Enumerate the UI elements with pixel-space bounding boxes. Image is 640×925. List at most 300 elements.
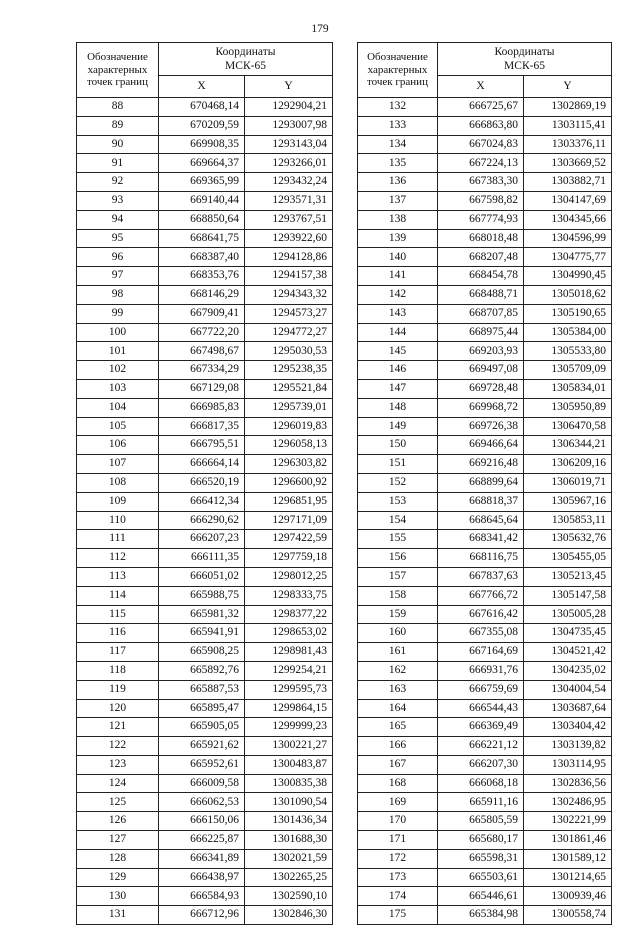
point-number: 146 [358,361,438,380]
x-value: 665446,61 [438,887,524,906]
table-row [77,661,333,680]
table-row [77,511,333,530]
x-value: 668146,29 [159,285,245,304]
y-header: Y [245,76,333,98]
x-value: 666062,53 [159,793,245,812]
point-number: 132 [358,98,438,117]
x-value: 666712,96 [159,906,245,925]
x-value: 666369,49 [438,718,524,737]
x-value: 666725,67 [438,98,524,117]
y-value: 1302486,95 [524,793,612,812]
table-row [77,116,333,135]
table-row [358,285,612,304]
table-row [77,755,333,774]
point-number: 101 [77,342,159,361]
table-row [77,718,333,737]
point-number: 113 [77,567,159,586]
x-value: 666863,80 [438,116,524,135]
table-row [77,492,333,511]
x-value: 666051,02 [159,567,245,586]
x-value: 666068,18 [438,774,524,793]
point-number: 95 [77,229,159,248]
point-number: 158 [358,586,438,605]
x-value: 667224,13 [438,154,524,173]
y-value: 1299595,73 [245,680,333,699]
point-number: 159 [358,605,438,624]
point-number: 165 [358,718,438,737]
point-number: 98 [77,285,159,304]
table-row [77,605,333,624]
x-value: 668116,75 [438,549,524,568]
x-value: 670209,59 [159,116,245,135]
point-number: 109 [77,492,159,511]
table-row [77,229,333,248]
table-row [358,304,612,323]
point-number: 111 [77,530,159,549]
x-value: 668818,37 [438,492,524,511]
point-number: 161 [358,643,438,662]
x-value: 666544,43 [438,699,524,718]
y-value: 1296058,13 [245,436,333,455]
y-value: 1293143,04 [245,135,333,154]
table-row [77,680,333,699]
table-row [77,793,333,812]
x-value: 667355,08 [438,624,524,643]
table-row [77,379,333,398]
point-number: 157 [358,567,438,586]
table-row [358,229,612,248]
y-value: 1303139,82 [524,737,612,756]
x-value: 666207,23 [159,530,245,549]
table-row [358,323,612,342]
point-number: 154 [358,511,438,530]
point-number: 92 [77,173,159,192]
table-row [77,285,333,304]
x-value: 668488,71 [438,285,524,304]
y-value: 1302869,19 [524,98,612,117]
point-number: 123 [77,755,159,774]
y-value: 1296851,95 [245,492,333,511]
table-row [77,530,333,549]
x-value: 666584,93 [159,887,245,906]
x-value: 667766,72 [438,586,524,605]
point-number: 149 [358,417,438,436]
table-row [358,210,612,229]
x-value: 670468,14 [159,98,245,117]
y-value: 1302836,56 [524,774,612,793]
table-row [77,887,333,906]
y-value: 1300939,46 [524,887,612,906]
x-value: 668850,64 [159,210,245,229]
y-value: 1305834,01 [524,379,612,398]
table-row [358,154,612,173]
table-row [358,135,612,154]
x-value: 667722,20 [159,323,245,342]
table-row [358,530,612,549]
y-value: 1304735,45 [524,624,612,643]
table-row [358,473,612,492]
table-row [358,116,612,135]
table-row [77,906,333,925]
y-value: 1302021,59 [245,849,333,868]
point-number: 130 [77,887,159,906]
y-value: 1297171,09 [245,511,333,530]
y-value: 1295521,84 [245,379,333,398]
y-value: 1297422,59 [245,530,333,549]
y-value: 1301861,46 [524,831,612,850]
point-number: 91 [77,154,159,173]
y-value: 1300221,27 [245,737,333,756]
y-value: 1301436,34 [245,812,333,831]
x-value: 668454,78 [438,267,524,286]
table-row [358,248,612,267]
x-value: 666664,14 [159,455,245,474]
y-value: 1298377,22 [245,605,333,624]
y-value: 1295238,35 [245,361,333,380]
point-number: 93 [77,191,159,210]
x-value: 669365,99 [159,173,245,192]
point-number: 133 [358,116,438,135]
point-number: 88 [77,98,159,117]
point-number: 102 [77,361,159,380]
table-row [77,699,333,718]
left-table-body [77,98,333,925]
page-number: 179 [311,23,329,35]
coordinates-title: Координаты [215,46,276,58]
point-number: 173 [358,868,438,887]
point-number: 166 [358,737,438,756]
point-number: 147 [358,379,438,398]
designation-header: Обозначение характерных точек границ [358,43,438,98]
table-row [77,173,333,192]
x-value: 665887,53 [159,680,245,699]
table-row [358,605,612,624]
y-value: 1303404,42 [524,718,612,737]
point-number: 175 [358,906,438,925]
x-value: 667909,41 [159,304,245,323]
table-row [77,398,333,417]
x-value: 665921,62 [159,737,245,756]
x-value: 669664,37 [159,154,245,173]
x-value: 666985,83 [159,398,245,417]
y-value: 1305190,65 [524,304,612,323]
point-number: 174 [358,887,438,906]
table-row [358,737,612,756]
table-row [77,135,333,154]
y-value: 1299999,23 [245,718,333,737]
y-value: 1302846,30 [245,906,333,925]
x-value: 668975,44 [438,323,524,342]
x-value: 665598,31 [438,849,524,868]
coordinates-title: Координаты [494,46,555,58]
y-value: 1305147,58 [524,586,612,605]
point-number: 119 [77,680,159,699]
x-value: 667024,83 [438,135,524,154]
y-value: 1305967,16 [524,492,612,511]
y-value: 1294128,86 [245,248,333,267]
x-value: 669466,64 [438,436,524,455]
table-row [77,868,333,887]
designation-header: Обозначение характерных точек границ [77,43,159,98]
x-value: 666207,30 [438,755,524,774]
point-number: 135 [358,154,438,173]
y-value: 1300835,38 [245,774,333,793]
table-row [358,567,612,586]
x-value: 665988,75 [159,586,245,605]
table-row [77,831,333,850]
table-row [358,361,612,380]
y-value: 1303687,64 [524,699,612,718]
point-number: 104 [77,398,159,417]
table-row [358,849,612,868]
coordinates-table-right [357,42,612,925]
y-value: 1303376,11 [524,135,612,154]
x-value: 666111,35 [159,549,245,568]
y-value: 1293432,24 [245,173,333,192]
table-row [77,624,333,643]
y-value: 1305533,80 [524,342,612,361]
y-value: 1304990,45 [524,267,612,286]
table-row [77,549,333,568]
table-row [358,624,612,643]
x-value: 669908,35 [159,135,245,154]
x-value: 668899,64 [438,473,524,492]
point-number: 171 [358,831,438,850]
point-number: 126 [77,812,159,831]
point-number: 100 [77,323,159,342]
table-row [358,191,612,210]
x-value: 667598,82 [438,191,524,210]
y-value: 1305213,45 [524,567,612,586]
point-number: 145 [358,342,438,361]
table-row [358,173,612,192]
x-value: 669726,38 [438,417,524,436]
x-value: 665908,25 [159,643,245,662]
y-value: 1293007,98 [245,116,333,135]
x-value: 665384,98 [438,906,524,925]
point-number: 117 [77,643,159,662]
point-number: 118 [77,661,159,680]
y-value: 1305384,00 [524,323,612,342]
y-value: 1304345,66 [524,210,612,229]
point-number: 120 [77,699,159,718]
x-value: 665892,76 [159,661,245,680]
table-row [358,812,612,831]
table-row [77,361,333,380]
y-value: 1293266,01 [245,154,333,173]
point-number: 139 [358,229,438,248]
point-number: 99 [77,304,159,323]
table-row [77,643,333,662]
y-value: 1304775,77 [524,248,612,267]
point-number: 116 [77,624,159,643]
y-value: 1302265,25 [245,868,333,887]
point-number: 110 [77,511,159,530]
table-row [358,661,612,680]
point-number: 129 [77,868,159,887]
y-value: 1292904,21 [245,98,333,117]
x-value: 667616,42 [438,605,524,624]
point-number: 156 [358,549,438,568]
point-number: 122 [77,737,159,756]
point-number: 163 [358,680,438,699]
point-number: 105 [77,417,159,436]
table-row [358,643,612,662]
table-row [77,154,333,173]
table-row [77,586,333,605]
point-number: 90 [77,135,159,154]
point-number: 115 [77,605,159,624]
point-number: 167 [358,755,438,774]
point-number: 141 [358,267,438,286]
point-number: 160 [358,624,438,643]
table-row [77,98,333,117]
table-row [77,436,333,455]
x-value: 668387,40 [159,248,245,267]
point-number: 172 [358,849,438,868]
y-value: 1303882,71 [524,173,612,192]
table-row [358,342,612,361]
x-value: 668207,48 [438,248,524,267]
point-number: 151 [358,455,438,474]
y-value: 1304147,69 [524,191,612,210]
y-value: 1304596,99 [524,229,612,248]
point-number: 112 [77,549,159,568]
x-value: 669968,72 [438,398,524,417]
point-number: 168 [358,774,438,793]
x-value: 667334,29 [159,361,245,380]
point-number: 153 [358,492,438,511]
y-value: 1295739,01 [245,398,333,417]
point-number: 89 [77,116,159,135]
table-row [358,98,612,117]
coordinate-system: МСК-65 [504,60,545,72]
y-value: 1296019,83 [245,417,333,436]
point-number: 108 [77,473,159,492]
x-value: 669140,44 [159,191,245,210]
y-value: 1305632,76 [524,530,612,549]
y-value: 1302221,99 [524,812,612,831]
table-row [358,549,612,568]
table-row [358,398,612,417]
table-row [358,755,612,774]
point-number: 114 [77,586,159,605]
y-value: 1306344,21 [524,436,612,455]
point-number: 103 [77,379,159,398]
table-row [358,379,612,398]
point-number: 121 [77,718,159,737]
table-row [77,417,333,436]
y-value: 1306470,58 [524,417,612,436]
point-number: 142 [358,285,438,304]
table-row [358,586,612,605]
point-number: 140 [358,248,438,267]
y-value: 1294772,27 [245,323,333,342]
table-row [77,812,333,831]
point-number: 106 [77,436,159,455]
x-value: 665503,61 [438,868,524,887]
point-number: 170 [358,812,438,831]
table-row [358,868,612,887]
point-number: 155 [358,530,438,549]
table-row [358,267,612,286]
table-row [358,887,612,906]
x-value: 666759,69 [438,680,524,699]
point-number: 143 [358,304,438,323]
table-row [77,191,333,210]
y-value: 1306019,71 [524,473,612,492]
table-row [77,342,333,361]
table-row [77,567,333,586]
y-value: 1293767,51 [245,210,333,229]
x-value: 665981,32 [159,605,245,624]
point-number: 134 [358,135,438,154]
point-number: 107 [77,455,159,474]
point-number: 94 [77,210,159,229]
y-value: 1303115,41 [524,116,612,135]
x-value: 665895,47 [159,699,245,718]
coordinates-table-left [76,42,333,925]
y-value: 1304235,02 [524,661,612,680]
point-number: 148 [358,398,438,417]
y-value: 1302590,10 [245,887,333,906]
y-value: 1298653,02 [245,624,333,643]
x-value: 667164,69 [438,643,524,662]
y-value: 1296600,92 [245,473,333,492]
y-value: 1301214,65 [524,868,612,887]
x-value: 668018,48 [438,229,524,248]
table-row [358,492,612,511]
y-value: 1298981,43 [245,643,333,662]
point-number: 150 [358,436,438,455]
y-value: 1305709,09 [524,361,612,380]
y-value: 1303669,52 [524,154,612,173]
x-value: 665805,59 [438,812,524,831]
y-value: 1298333,75 [245,586,333,605]
x-value: 666225,87 [159,831,245,850]
table-row [358,793,612,812]
table-row [77,304,333,323]
x-value: 666412,34 [159,492,245,511]
y-value: 1305853,11 [524,511,612,530]
table-row [77,323,333,342]
table-row [358,417,612,436]
table-row [77,267,333,286]
x-value: 667498,67 [159,342,245,361]
x-value: 666817,35 [159,417,245,436]
x-value: 668645,64 [438,511,524,530]
y-value: 1294343,32 [245,285,333,304]
point-number: 162 [358,661,438,680]
x-value: 667837,63 [438,567,524,586]
y-value: 1306209,16 [524,455,612,474]
table-row [358,699,612,718]
x-value: 666931,76 [438,661,524,680]
x-value: 665952,61 [159,755,245,774]
x-value: 666221,12 [438,737,524,756]
x-value: 667774,93 [438,210,524,229]
x-value: 665680,17 [438,831,524,850]
y-value: 1294157,38 [245,267,333,286]
y-value: 1296303,82 [245,455,333,474]
table-row [77,210,333,229]
x-value: 669203,93 [438,342,524,361]
x-value: 665911,16 [438,793,524,812]
y-value: 1300483,87 [245,755,333,774]
table-row [77,737,333,756]
y-value: 1304004,54 [524,680,612,699]
y-value: 1301688,30 [245,831,333,850]
